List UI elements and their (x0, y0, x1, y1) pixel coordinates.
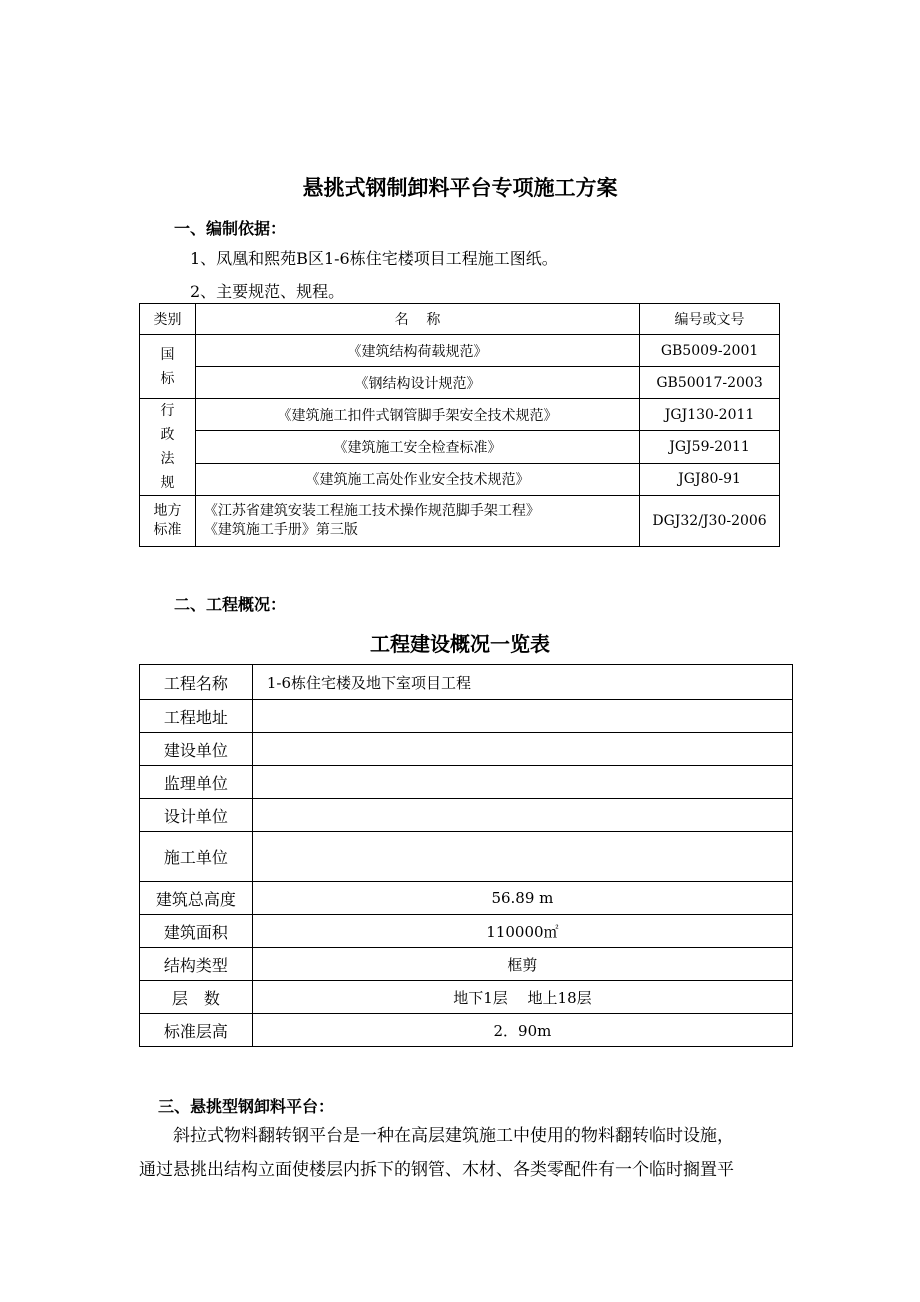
table-row (140, 981, 793, 1014)
row-value (252, 733, 792, 766)
row-label: 监理单位 (140, 766, 253, 799)
row-value: 56.89 m (252, 882, 792, 915)
table-row (140, 431, 780, 463)
category-national: 国 标 (140, 335, 196, 399)
overview-table-title: 工程建设概况一览表 (370, 632, 550, 656)
row-label: 标准层高 (140, 1014, 253, 1047)
standard-name: 《钢结构设计规范》 (195, 367, 639, 399)
table-row (140, 1014, 793, 1047)
row-value: 110000㎡ (252, 915, 792, 948)
header-category: 类别 (140, 304, 196, 335)
table-row (140, 700, 793, 733)
standard-code: GB5009-2001 (640, 335, 780, 367)
table-row (140, 882, 793, 915)
table-row (140, 733, 793, 766)
table-row (140, 799, 793, 832)
table-row (140, 832, 793, 882)
table-row (140, 948, 793, 981)
standard-code: JGJ130-2011 (640, 399, 780, 431)
row-value (252, 799, 792, 832)
table-row (140, 399, 780, 431)
row-value (252, 766, 792, 799)
table-row (140, 665, 793, 700)
platform-paragraph-line-2: 通过悬挑出结构立面使楼层内拆下的钢管、木材、各类零配件有一个临时搁置平 (139, 1160, 734, 1180)
basis-item-2: 2、主要规范、规程。 (190, 282, 345, 301)
table-row (140, 335, 780, 367)
row-label: 建筑总高度 (140, 882, 253, 915)
row-label: 工程名称 (140, 665, 253, 700)
category-local: 地方 标准 (140, 496, 196, 547)
table-row (140, 496, 780, 547)
standard-name: 《江苏省建筑安装工程施工技术操作规范脚手架工程》 《建筑施工手册》第三版 (195, 496, 639, 547)
project-overview-table (139, 664, 793, 1047)
section-heading-overview: 二、工程概况： (174, 595, 287, 614)
row-value: 地下1层 地上18层 (252, 981, 792, 1014)
row-label: 建设单位 (140, 733, 253, 766)
row-label: 结构类型 (140, 948, 253, 981)
table-row (140, 915, 793, 948)
standard-code: JGJ59-2011 (640, 431, 780, 463)
row-label: 设计单位 (140, 799, 253, 832)
standard-name: 《建筑施工高处作业安全技术规范》 (195, 463, 639, 495)
row-value (252, 832, 792, 882)
standard-code: DGJ32/J30-2006 (640, 496, 780, 547)
table-row (140, 766, 793, 799)
document-title: 悬挑式钢制卸料平台专项施工方案 (302, 175, 618, 200)
standard-name: 《建筑施工扣件式钢管脚手架安全技术规范》 (195, 399, 639, 431)
row-value (252, 700, 792, 733)
category-administrative: 行 政 法 规 (140, 399, 196, 496)
section-heading-basis: 一、编制依据： (174, 219, 287, 238)
row-label: 工程地址 (140, 700, 253, 733)
table-header-row (140, 304, 780, 335)
row-value: 2．90m (252, 1014, 792, 1047)
row-value: 1-6栋住宅楼及地下室项目工程 (252, 665, 792, 700)
row-label: 建筑面积 (140, 915, 253, 948)
header-name: 名 称 (195, 304, 639, 335)
section-heading-platform: 三、悬挑型钢卸料平台： (158, 1097, 335, 1116)
standard-name: 《建筑施工安全检查标准》 (195, 431, 639, 463)
standard-code: GB50017-2003 (640, 367, 780, 399)
row-label: 层 数 (140, 981, 253, 1014)
row-value: 框剪 (252, 948, 792, 981)
table-row (140, 463, 780, 495)
platform-paragraph-line-1: 斜拉式物料翻转钢平台是一种在高层建筑施工中使用的物料翻转临时设施， (173, 1126, 734, 1146)
table-row (140, 367, 780, 399)
standards-table (139, 303, 780, 547)
basis-item-1: 1、凤凰和熙苑B区1-6栋住宅楼项目工程施工图纸。 (190, 249, 558, 268)
row-label: 施工单位 (140, 832, 253, 882)
standard-code: JGJ80-91 (640, 463, 780, 495)
header-code: 编号或文号 (640, 304, 780, 335)
standard-name: 《建筑结构荷载规范》 (195, 335, 639, 367)
